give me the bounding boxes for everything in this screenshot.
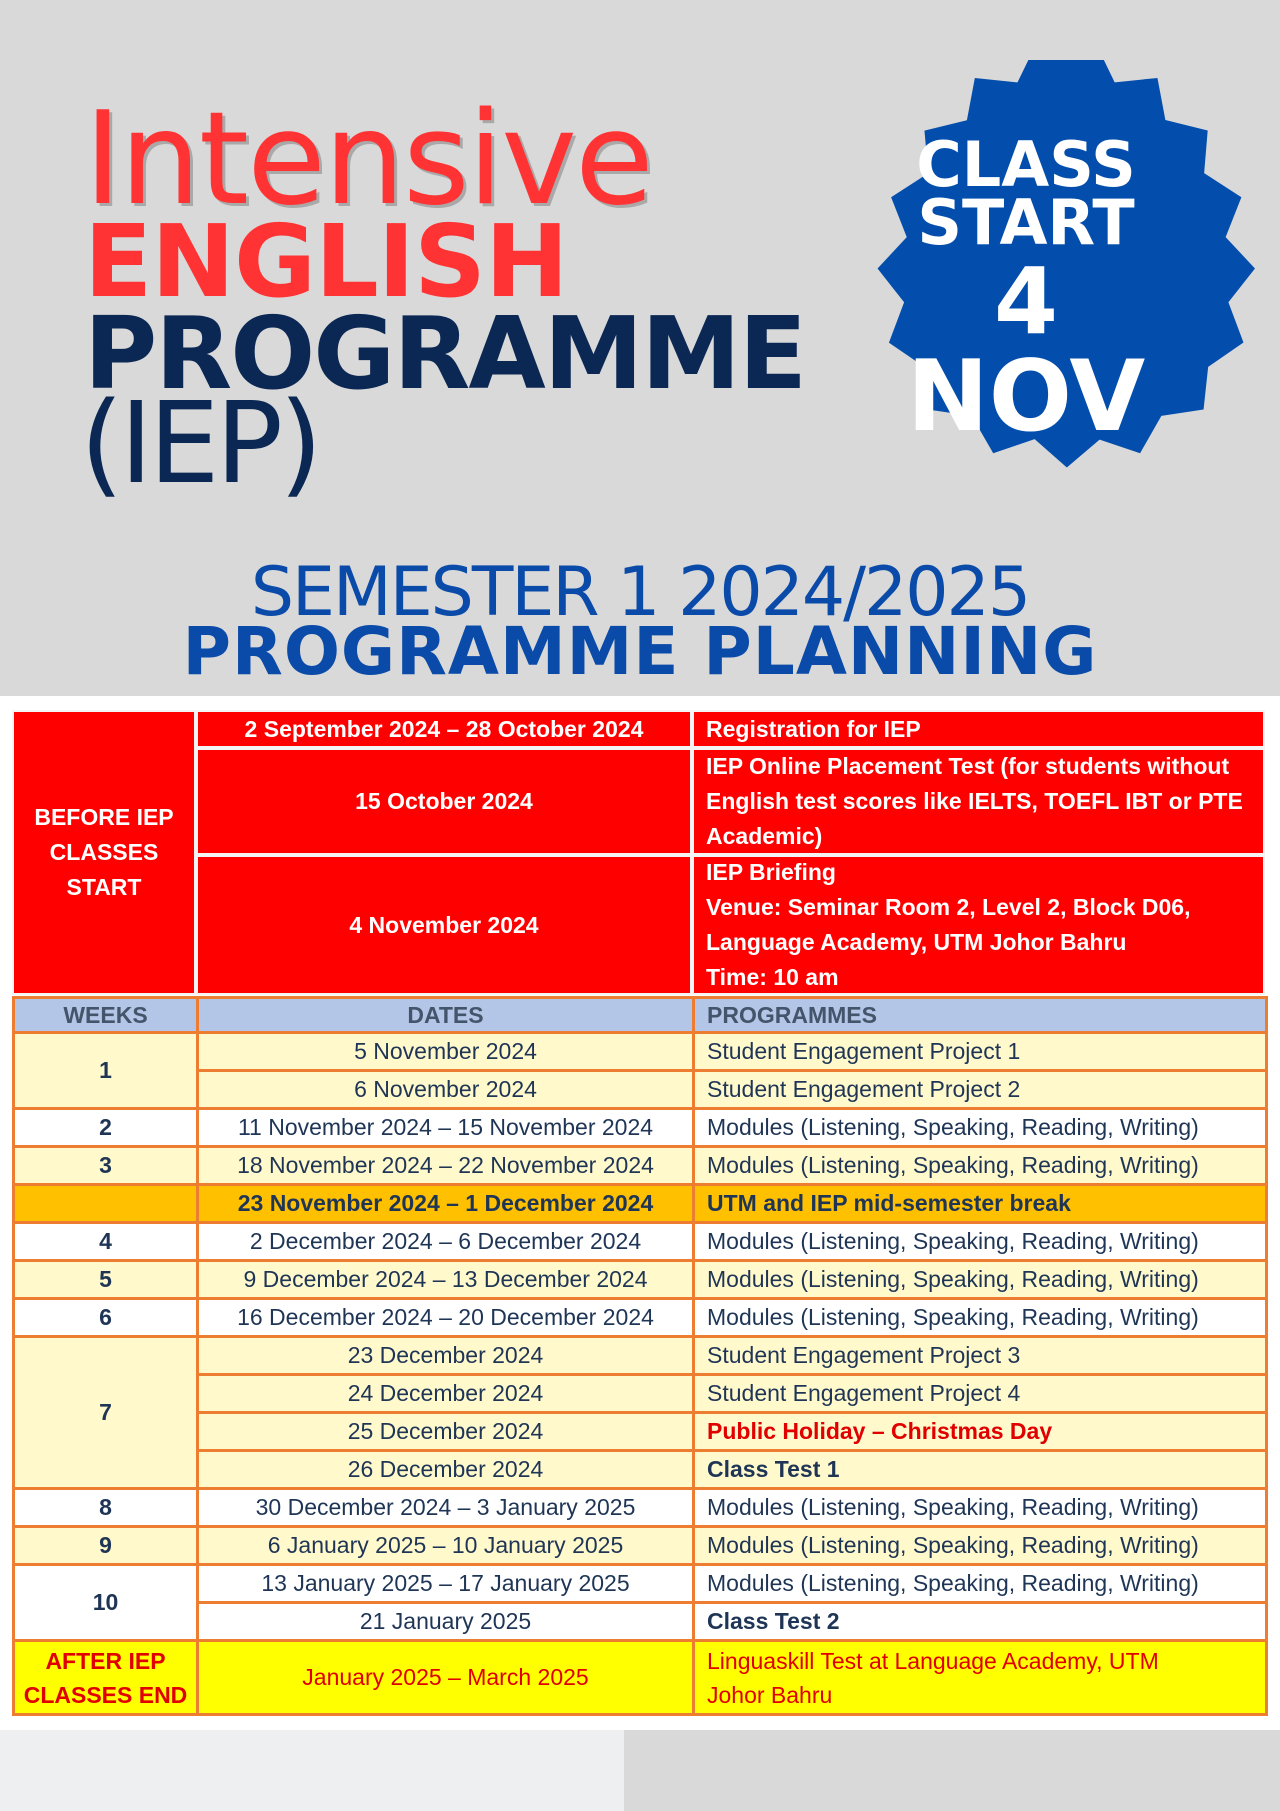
before-date: 4 November 2024 <box>349 911 539 938</box>
title-english: ENGLISH <box>84 203 568 320</box>
after-programme: Linguaskill Test at Language Academy, UTM Johor Bahru <box>707 1647 1159 1708</box>
before-programme: IEP Online Placement Test (for students without English test scores like IELTS, TOEFL IBT or PTE Academic) <box>706 753 1243 849</box>
date-text: 30 December 2024 – 3 January 2025 <box>255 1494 636 1520</box>
before-programme: Registration for IEP <box>706 715 921 742</box>
before-date: 2 September 2024 – 28 October 2024 <box>244 715 644 742</box>
after-date: January 2025 – March 2025 <box>302 1664 589 1690</box>
before-label-cell <box>12 710 196 995</box>
after-date-cell <box>196 1639 695 1716</box>
date-text: 23 December 2024 <box>347 1342 544 1368</box>
week-cell <box>12 1297 199 1338</box>
programme-text: Student Engagement Project 2 <box>707 1076 1021 1102</box>
date-cell <box>196 1259 695 1300</box>
programme-text: Modules (Listening, Speaking, Reading, Writing) <box>707 1152 1199 1178</box>
badge-text <box>796 60 1256 520</box>
programme-text: Modules (Listening, Speaking, Reading, Writing) <box>707 1114 1199 1140</box>
header-area <box>0 0 1280 696</box>
date-text: 21 January 2025 <box>359 1608 532 1634</box>
week-number: 6 <box>99 1304 112 1330</box>
date-text: 26 December 2024 <box>347 1456 544 1482</box>
badge-line-class: CLASS <box>916 128 1136 201</box>
date-text: 11 November 2024 – 15 November 2024 <box>237 1114 654 1140</box>
column-header-weeks <box>12 996 199 1034</box>
date-cell <box>196 1145 695 1186</box>
date-text: 23 November 2024 – 1 December 2024 <box>237 1190 654 1216</box>
week-cell <box>12 1335 199 1490</box>
date-cell <box>196 1487 695 1528</box>
programme-cell <box>692 1563 1268 1604</box>
date-cell <box>196 1031 695 1072</box>
date-text: 6 January 2025 – 10 January 2025 <box>267 1532 624 1558</box>
briefing-venue: Venue: Seminar Room 2, Level 2, Block D06, <box>706 894 1191 920</box>
before-programme-cell <box>692 748 1265 855</box>
week-cell <box>12 1107 199 1148</box>
week-cell <box>12 1259 199 1300</box>
date-cell <box>196 1525 695 1566</box>
programme-text: Student Engagement Project 4 <box>707 1380 1021 1406</box>
column-header-programmes <box>692 996 1268 1034</box>
class-start-badge <box>796 60 1256 520</box>
programme-cell <box>692 1031 1268 1072</box>
footer-strip-right <box>624 1730 1280 1811</box>
week-cell <box>12 1221 199 1262</box>
programme-cell-holiday <box>692 1411 1268 1452</box>
week-number: 8 <box>99 1494 112 1520</box>
week-number: 4 <box>99 1228 112 1254</box>
column-header-dates <box>196 996 695 1034</box>
date-cell <box>196 1297 695 1338</box>
week-number: 10 <box>92 1589 119 1615</box>
programme-cell <box>692 1487 1268 1528</box>
footer-strip-left <box>0 1730 624 1811</box>
date-cell-break <box>196 1183 695 1224</box>
programme-text: Student Engagement Project 1 <box>707 1038 1021 1064</box>
programme-text: Modules (Listening, Speaking, Reading, Writing) <box>707 1532 1199 1558</box>
date-text: 24 December 2024 <box>347 1380 544 1406</box>
date-text: 18 November 2024 – 22 November 2024 <box>237 1152 654 1178</box>
before-programme-cell <box>692 710 1265 748</box>
date-cell <box>196 1373 695 1414</box>
programme-text: Student Engagement Project 3 <box>707 1342 1021 1368</box>
programme-text: Modules (Listening, Speaking, Reading, Writing) <box>707 1494 1199 1520</box>
date-text: 25 December 2024 <box>347 1418 544 1444</box>
date-text: 6 November 2024 <box>354 1076 537 1102</box>
date-cell <box>196 1107 695 1148</box>
before-programme-cell <box>692 855 1265 995</box>
before-date-cell <box>196 748 692 855</box>
badge-line-month: NOV <box>906 340 1146 454</box>
programme-cell <box>692 1335 1268 1376</box>
date-cell <box>196 1069 695 1110</box>
programme-text: Class Test 2 <box>707 1608 840 1634</box>
week-number: 9 <box>99 1532 112 1558</box>
after-label-line2: CLASSES END <box>23 1681 188 1708</box>
programme-text: Modules (Listening, Speaking, Reading, Writing) <box>707 1228 1199 1254</box>
date-text: 5 November 2024 <box>354 1038 537 1064</box>
date-text: 16 December 2024 – 20 December 2024 <box>237 1304 654 1330</box>
programme-cell-class-test <box>692 1601 1268 1642</box>
date-cell <box>196 1221 695 1262</box>
briefing-time: Time: 10 am <box>706 964 839 990</box>
after-programme-cell <box>692 1639 1268 1716</box>
week-cell <box>12 1563 199 1642</box>
title-programme: PROGRAMME <box>84 295 806 412</box>
header-dates-label: DATES <box>407 1001 484 1028</box>
before-label: BEFORE IEP CLASSES START <box>34 804 174 900</box>
week-cell <box>12 1145 199 1186</box>
date-text: 2 December 2024 – 6 December 2024 <box>249 1228 642 1254</box>
programme-cell <box>692 1145 1268 1186</box>
week-cell <box>12 1487 199 1528</box>
week-cell <box>12 1525 199 1566</box>
before-date-cell <box>196 855 692 995</box>
programme-cell <box>692 1297 1268 1338</box>
week-number: 2 <box>99 1114 112 1140</box>
date-text: 13 January 2025 – 17 January 2025 <box>261 1570 630 1596</box>
programme-text: Modules (Listening, Speaking, Reading, Writing) <box>707 1266 1199 1292</box>
programme-cell <box>692 1221 1268 1262</box>
programme-cell-break <box>692 1183 1268 1224</box>
week-number: 5 <box>99 1266 112 1292</box>
header-weeks-label: WEEKS <box>63 1001 148 1028</box>
title-intensive: Intensive <box>84 85 652 234</box>
week-number: 1 <box>99 1057 112 1083</box>
date-text: 9 December 2024 – 13 December 2024 <box>243 1266 648 1292</box>
week-cell-break <box>12 1183 199 1224</box>
date-cell <box>196 1449 695 1490</box>
date-cell <box>196 1335 695 1376</box>
programme-cell <box>692 1525 1268 1566</box>
programme-cell <box>692 1107 1268 1148</box>
programme-text: Modules (Listening, Speaking, Reading, Writing) <box>707 1304 1199 1330</box>
programme-cell <box>692 1069 1268 1110</box>
date-cell <box>196 1601 695 1642</box>
week-number: 7 <box>99 1399 112 1425</box>
badge-line-start: START <box>917 186 1135 259</box>
briefing-location: Language Academy, UTM Johor Bahru <box>706 929 1127 955</box>
programme-cell-class-test <box>692 1449 1268 1490</box>
programme-text: Class Test 1 <box>707 1456 840 1482</box>
programme-text: Public Holiday – Christmas Day <box>707 1418 1053 1444</box>
date-cell <box>196 1411 695 1452</box>
week-cell <box>12 1031 199 1110</box>
date-cell <box>196 1563 695 1604</box>
programme-text: UTM and IEP mid-semester break <box>707 1190 1071 1216</box>
week-number: 3 <box>99 1152 112 1178</box>
title-iep: (IEP) <box>80 379 319 509</box>
before-date-cell <box>196 710 692 748</box>
header-programmes-label: PROGRAMMES <box>707 1001 877 1028</box>
programme-planning-heading: PROGRAMME PLANNING <box>182 613 1098 690</box>
before-date: 15 October 2024 <box>355 788 533 814</box>
programme-cell <box>692 1373 1268 1414</box>
badge-line-day: 4 <box>993 248 1058 355</box>
semester-heading: SEMESTER 1 2024/2025 <box>250 553 1030 632</box>
programme-cell <box>692 1259 1268 1300</box>
after-label-line1: AFTER IEP <box>45 1647 166 1674</box>
after-label-cell <box>12 1639 199 1716</box>
programme-text: Modules (Listening, Speaking, Reading, Writing) <box>707 1570 1199 1596</box>
briefing-title: IEP Briefing <box>706 859 836 885</box>
